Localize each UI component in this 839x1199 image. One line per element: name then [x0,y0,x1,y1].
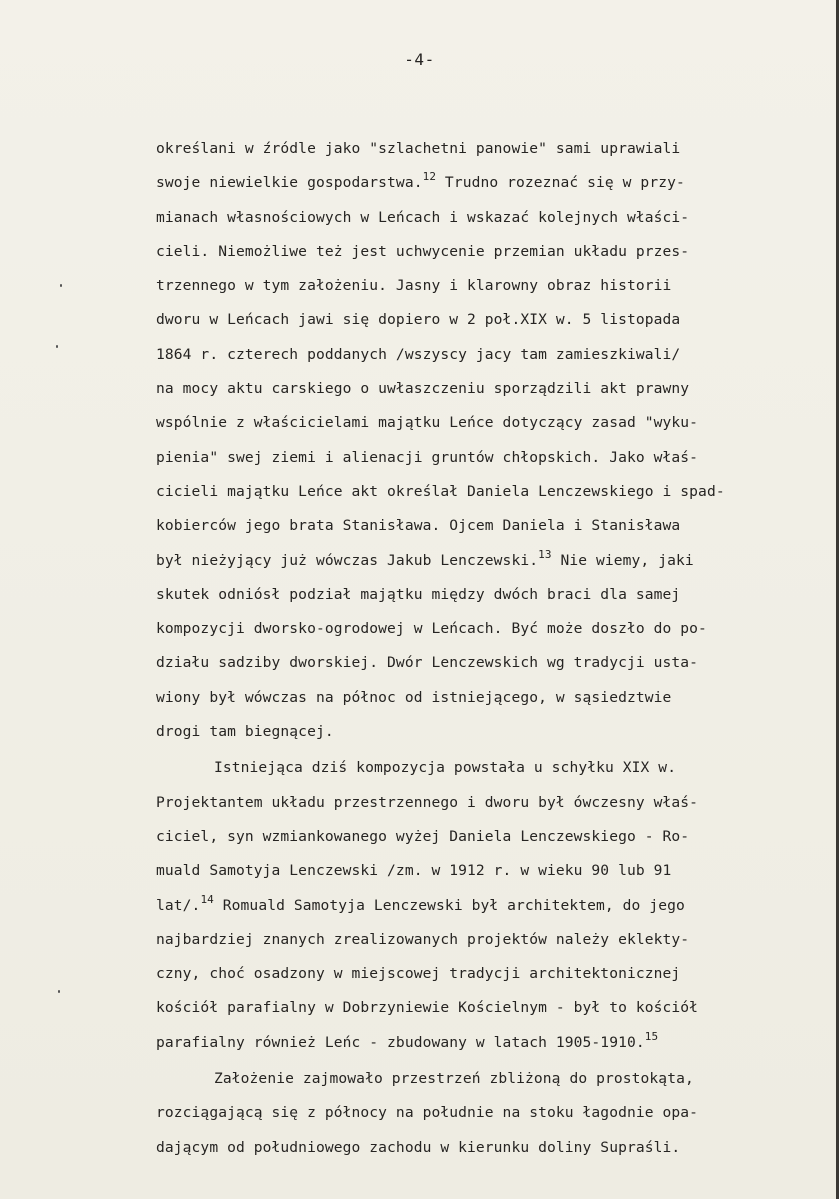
text-line [156,612,820,646]
text-line [156,1096,820,1130]
text-line [156,681,820,715]
line-text: pienia" swej ziemi i alienacji gruntów chłopskich. Jako właś- [156,448,699,466]
line-text: muald Samotyja Lenczewski /zm. w 1912 r. w wieku 90 lub 91 [156,862,672,880]
text-line [156,201,820,235]
text-line [156,646,820,680]
text-line [156,786,820,820]
line-text: czny, choć osadzony w miejscowej tradycji architektonicznej [156,965,681,983]
line-text-continued: Nie wiemy, jaki [551,551,694,569]
line-text: działu sadziby dworskiej. Dwór Lenczewskich wg tradycji usta- [156,654,699,672]
text-line [156,132,820,166]
footnote-reference: 13 [538,547,552,561]
line-text: był nieżyjący już wówczas Jakub Lenczewski. [156,551,539,569]
line-text: trzennego w tym założeniu. Jasny i klarowny obraz historii [156,277,672,295]
line-text: Założenie zajmowało przestrzeń zbliżoną do prostokąta, [214,1070,694,1088]
text-line [156,889,820,923]
text-line [156,715,820,749]
text-line [156,372,820,406]
text-line [156,303,820,337]
margin-speck [60,284,62,287]
text-line [156,854,820,888]
text-line [156,406,820,440]
line-text: cieli. Niemożliwe też jest uchwycenie przemian układu przes- [156,242,690,260]
footnote-reference: 12 [422,170,437,184]
line-text: ciciel, syn wzmiankowanego wyżej Daniela Lenczewskiego - Ro- [156,827,690,845]
margin-speck [58,990,60,993]
line-text: wspólnie z właścicielami majątku Leńce dotyczący zasad "wyku- [156,414,699,432]
line-text: Istniejąca dziś kompozycja powstała u schyłku XIX w. [214,759,677,777]
footnote-reference: 15 [644,1029,659,1043]
text-line [156,338,820,372]
line-text: parafialny również Leńc - zbudowany w latach 1905-1910. [156,1033,645,1051]
line-text: cicieli majątku Leńce akt określał Daniela Lenczewskiego i spad- [156,482,725,500]
line-text: rozciągającą się z północy na południe na stoku łagodnie opa- [156,1104,699,1122]
line-text: wiony był wówczas na północ od istniejącego, w sąsiedztwie [156,688,672,706]
line-text: 1864 r. czterech poddanych /wszyscy jacy tam zamieszkiwali/ [156,345,681,363]
line-text: dworu w Leńcach jawi się dopiero w 2 poł.XIX w. 5 listopada [156,311,681,329]
text-line [156,441,820,475]
text-line [156,269,820,303]
line-text: dającym od południowego zachodu w kierunku doliny Supraśli. [156,1138,681,1156]
line-text: Projektantem układu przestrzennego i dworu był ówczesny właś- [156,793,699,811]
text-line [156,509,820,543]
line-text: kościół parafialny w Dobrzyniewie Kościelnym - był to kościół [156,999,699,1017]
text-line [156,751,820,785]
line-text: mianach własnościowych w Leńcach i wskazać kolejnych właści- [156,208,690,226]
line-text-continued: Trudno rozeznać się w przy- [436,174,685,192]
footnote-reference: 14 [200,892,214,906]
text-line [156,235,820,269]
text-line [156,578,820,612]
margin-speck [56,345,58,348]
page-number: -4- [404,50,435,69]
text-line [156,1026,820,1060]
text-line [156,1062,820,1096]
text-line [156,166,820,200]
line-text: swoje niewielkie gospodarstwa. [156,174,423,192]
line-text: lat/. [156,896,201,914]
line-text-continued: Romuald Samotyja Lenczewski był architektem, do jego [213,896,685,914]
line-text: skutek odniósł podział majątku między dwóch braci dla samej [156,585,681,603]
line-text: na mocy aktu carskiego o uwłaszczeniu sporządzili akt prawny [156,380,690,398]
text-line [156,475,820,509]
line-text: najbardziej znanych zrealizowanych projektów należy eklekty- [156,930,690,948]
line-text: kobierców jego brata Stanisława. Ojcem Daniela i Stanisława [156,517,681,535]
body-text [156,132,820,1165]
line-text: drogi tam biegnącej. [156,723,334,741]
line-text: określani w źródle jako "szlachetni panowie" sami uprawiali [156,140,681,157]
text-line [156,957,820,991]
line-text: kompozycji dworsko-ogrodowej w Leńcach. Być może doszło do po- [156,620,707,638]
text-line [156,820,820,854]
text-line [156,923,820,957]
text-line [156,991,820,1025]
text-line [156,544,820,578]
text-line [156,1131,820,1165]
